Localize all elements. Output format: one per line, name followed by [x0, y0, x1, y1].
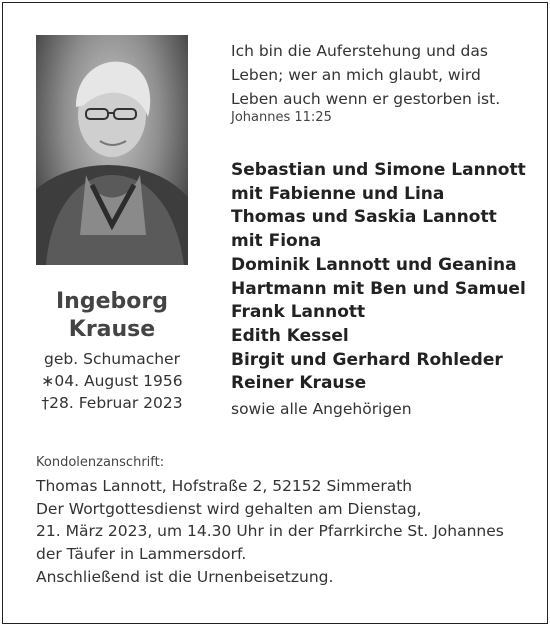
- verse-reference: Johannes 11:25: [231, 110, 332, 125]
- service-line: Der Wortgottesdienst wird gehalten am Dienstag,: [36, 499, 422, 518]
- portrait-photo: [36, 35, 188, 265]
- deceased-name: [36, 288, 188, 344]
- condolence-address: Thomas Lannott, Hofstraße 2, 52152 Simmerath: [36, 477, 413, 495]
- life-dates: [21, 348, 203, 414]
- last-name: Krause: [68, 317, 156, 342]
- mourners-list: [231, 159, 541, 396]
- mourner-line: Reiner Krause: [231, 373, 367, 394]
- condolence-info: [36, 475, 536, 589]
- service-line: der Täufer in Lammersdorf.: [36, 545, 247, 564]
- bible-verse: Ich bin die Auferstehung und das Leben; wer an mich glaubt, wird Leben auch wenn er gestorben ist.: [231, 42, 501, 108]
- condolence-label: Kondolenzanschrift:: [36, 455, 165, 470]
- birth-date: ∗04. August 1956: [41, 372, 183, 390]
- portrait-illustration: [36, 35, 188, 265]
- death-date: †28. Februar 2023: [41, 394, 183, 412]
- mourner-line: Edith Kessel: [231, 325, 349, 346]
- first-name: Ingeborg: [56, 289, 168, 314]
- mourner-line: mit Fiona: [231, 231, 322, 252]
- mourner-line: Dominik Lannott und Geanina: [231, 254, 517, 275]
- burial-line: Anschließend ist die Urnenbeisetzung.: [36, 567, 334, 586]
- mourner-line: mit Fabienne und Lina: [231, 183, 445, 204]
- mourner-line: Hartmann mit Ben und Samuel: [231, 278, 526, 299]
- mourner-line: Birgit und Gerhard Rohleder: [231, 349, 503, 370]
- mourner-line: Sebastian und Simone Lannott: [231, 160, 526, 180]
- service-line: 21. März 2023, um 14.30 Uhr in der Pfarrkirche St. Johannes: [36, 522, 504, 541]
- mourner-line: Frank Lannott: [231, 302, 366, 323]
- death-notice: [2, 2, 548, 624]
- relatives-note: sowie alle Angehörigen: [231, 400, 412, 418]
- birth-name: geb. Schumacher: [44, 350, 180, 368]
- mourner-line: Thomas und Saskia Lannott: [231, 207, 497, 228]
